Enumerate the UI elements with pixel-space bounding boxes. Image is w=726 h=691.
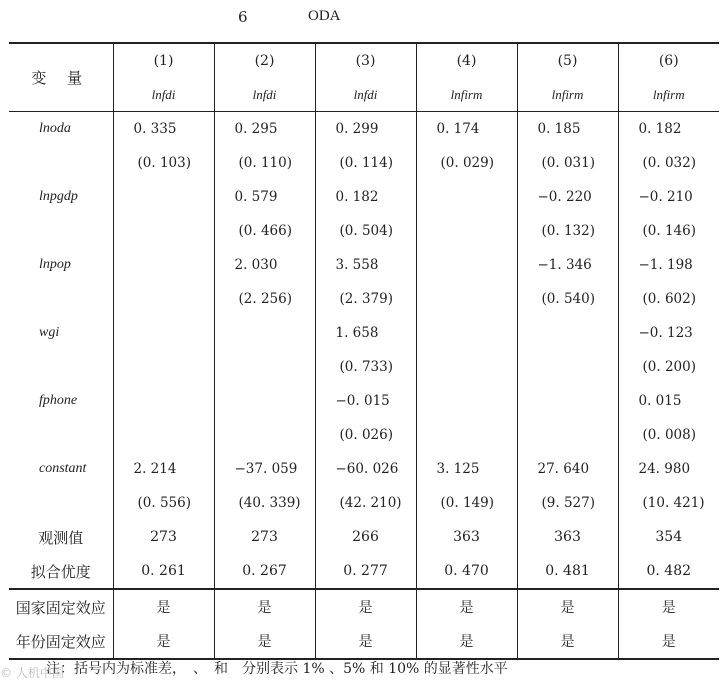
fe-cell: 是 bbox=[315, 589, 416, 624]
se-cell bbox=[517, 350, 618, 384]
stat-label: 观测值 bbox=[38, 528, 84, 547]
se-cell: (0. 032) bbox=[618, 146, 719, 180]
fixed-effect-row bbox=[9, 589, 719, 624]
coef-row bbox=[9, 180, 719, 214]
fe-cell: 是 bbox=[416, 624, 517, 659]
stat-cell: 266 bbox=[315, 520, 416, 554]
coef-cell: 0. 579 bbox=[214, 180, 315, 214]
coef-cell: −0. 210 bbox=[618, 180, 719, 214]
dep-var-label: lnfirm bbox=[416, 78, 517, 112]
se-cell: (0. 466) bbox=[214, 214, 315, 248]
se-row bbox=[9, 146, 719, 180]
stat-cell: 0. 267 bbox=[214, 554, 315, 589]
se-cell bbox=[214, 418, 315, 452]
coef-cell bbox=[416, 180, 517, 214]
fe-cell: 是 bbox=[214, 589, 315, 624]
variable-name: lnpop bbox=[39, 257, 71, 272]
table-note: 注：括号内为标准差， 、 和 分别表示 1% 、5% 和 10% 的显著性水平 bbox=[46, 661, 508, 677]
fe-label: 国家固定效应 bbox=[15, 598, 106, 617]
se-cell: (10. 421) bbox=[618, 486, 719, 520]
fe-cell: 是 bbox=[113, 589, 214, 624]
coef-cell bbox=[517, 316, 618, 350]
se-cell bbox=[416, 282, 517, 316]
variable-name-spacer bbox=[9, 486, 113, 520]
dep-var-label: lnfirm bbox=[517, 78, 618, 112]
fe-cell: 是 bbox=[618, 624, 719, 659]
coef-cell bbox=[416, 248, 517, 282]
stat-label: 拟合优度 bbox=[9, 554, 113, 589]
stat-cell: 363 bbox=[416, 520, 517, 554]
coef-row bbox=[9, 452, 719, 486]
coef-cell: 0. 015 bbox=[618, 384, 719, 418]
coef-cell bbox=[416, 384, 517, 418]
coef-cell: −60. 026 bbox=[315, 452, 416, 486]
variable-name-spacer bbox=[9, 146, 113, 180]
fe-label: 年份固定效应 bbox=[9, 624, 113, 659]
coef-cell: 1. 658 bbox=[315, 316, 416, 350]
col-header: (2) bbox=[214, 43, 315, 78]
coef-cell: −1. 346 bbox=[517, 248, 618, 282]
se-cell: (0. 132) bbox=[517, 214, 618, 248]
se-cell bbox=[113, 214, 214, 248]
coef-cell: 3. 558 bbox=[315, 248, 416, 282]
se-row bbox=[9, 486, 719, 520]
variable-name-spacer bbox=[9, 282, 113, 316]
coef-cell: 27. 640 bbox=[517, 452, 618, 486]
dep-var-label: lnfdi bbox=[315, 78, 416, 112]
coef-cell bbox=[113, 180, 214, 214]
fe-cell: 是 bbox=[517, 624, 618, 659]
se-cell: (0. 556) bbox=[113, 486, 214, 520]
coef-cell bbox=[214, 384, 315, 418]
se-cell bbox=[517, 418, 618, 452]
fe-cell: 是 bbox=[416, 589, 517, 624]
coef-cell: 0. 295 bbox=[214, 112, 315, 147]
col-header: (5) bbox=[517, 43, 618, 78]
dep-var-label: lnfirm bbox=[618, 78, 719, 112]
variable-name: lnoda bbox=[39, 121, 71, 136]
se-row bbox=[9, 214, 719, 248]
stat-row bbox=[9, 554, 719, 589]
stat-cell: 273 bbox=[113, 520, 214, 554]
col-header: (6) bbox=[618, 43, 719, 78]
se-cell: (0. 008) bbox=[618, 418, 719, 452]
se-cell bbox=[113, 282, 214, 316]
variable-name: fphone bbox=[39, 393, 78, 408]
dep-var-label: lnfdi bbox=[113, 78, 214, 112]
coef-cell: 0. 182 bbox=[618, 112, 719, 147]
variable-name-spacer bbox=[9, 214, 113, 248]
se-cell: (0. 146) bbox=[618, 214, 719, 248]
se-cell: (0. 110) bbox=[214, 146, 315, 180]
fe-cell: 是 bbox=[517, 589, 618, 624]
coef-cell bbox=[113, 248, 214, 282]
coef-cell: 0. 182 bbox=[315, 180, 416, 214]
stat-cell: 0. 481 bbox=[517, 554, 618, 589]
se-cell bbox=[113, 350, 214, 384]
se-cell: (0. 504) bbox=[315, 214, 416, 248]
coef-row bbox=[9, 316, 719, 350]
se-cell bbox=[416, 350, 517, 384]
coef-cell bbox=[113, 316, 214, 350]
col-header: (1) bbox=[113, 43, 214, 78]
se-cell: (0. 103) bbox=[113, 146, 214, 180]
se-cell: (0. 540) bbox=[517, 282, 618, 316]
coef-cell: 0. 185 bbox=[517, 112, 618, 147]
stat-cell: 0. 277 bbox=[315, 554, 416, 589]
variable-name-spacer bbox=[9, 418, 113, 452]
header-row-depvars bbox=[9, 78, 719, 112]
se-cell: (9. 527) bbox=[517, 486, 618, 520]
se-cell: (40. 339) bbox=[214, 486, 315, 520]
se-row bbox=[9, 350, 719, 384]
fe-cell: 是 bbox=[113, 624, 214, 659]
coef-cell bbox=[214, 316, 315, 350]
col-header: (4) bbox=[416, 43, 517, 78]
se-cell: (2. 256) bbox=[214, 282, 315, 316]
se-cell: (0. 026) bbox=[315, 418, 416, 452]
stat-cell: 354 bbox=[618, 520, 719, 554]
coef-row bbox=[9, 248, 719, 282]
col-header: (3) bbox=[315, 43, 416, 78]
se-cell: (2. 379) bbox=[315, 282, 416, 316]
se-cell: (0. 031) bbox=[517, 146, 618, 180]
coef-cell bbox=[416, 316, 517, 350]
regression-table bbox=[9, 42, 719, 660]
se-cell bbox=[416, 418, 517, 452]
se-row bbox=[9, 282, 719, 316]
coef-cell: −0. 015 bbox=[315, 384, 416, 418]
se-cell: (0. 114) bbox=[315, 146, 416, 180]
coef-cell: −1. 198 bbox=[618, 248, 719, 282]
coef-cell: 0. 174 bbox=[416, 112, 517, 147]
coef-cell bbox=[517, 384, 618, 418]
se-cell: (42. 210) bbox=[315, 486, 416, 520]
se-cell bbox=[416, 214, 517, 248]
variable-name-spacer bbox=[9, 350, 113, 384]
table-number: 6 bbox=[238, 8, 248, 26]
coef-cell: 0. 335 bbox=[113, 112, 214, 147]
stat-cell: 363 bbox=[517, 520, 618, 554]
variable-name: constant bbox=[39, 461, 87, 476]
fe-cell: 是 bbox=[214, 624, 315, 659]
coef-row bbox=[9, 112, 719, 147]
fe-cell: 是 bbox=[618, 589, 719, 624]
coef-cell bbox=[113, 384, 214, 418]
table-title-text: ODA bbox=[308, 8, 341, 24]
watermark-logo: © 人机中国 bbox=[0, 666, 64, 680]
se-cell: (0. 200) bbox=[618, 350, 719, 384]
se-cell bbox=[214, 350, 315, 384]
coef-cell: −0. 123 bbox=[618, 316, 719, 350]
se-cell: (0. 602) bbox=[618, 282, 719, 316]
se-row bbox=[9, 418, 719, 452]
fe-cell: 是 bbox=[315, 624, 416, 659]
coef-cell: 24. 980 bbox=[618, 452, 719, 486]
se-cell: (0. 733) bbox=[315, 350, 416, 384]
coef-cell: 3. 125 bbox=[416, 452, 517, 486]
stat-row bbox=[9, 520, 719, 554]
se-cell: (0. 149) bbox=[416, 486, 517, 520]
table-body bbox=[9, 43, 719, 659]
stat-cell: 0. 482 bbox=[618, 554, 719, 589]
coef-cell: −37. 059 bbox=[214, 452, 315, 486]
fixed-effect-row bbox=[9, 624, 719, 659]
coef-row bbox=[9, 384, 719, 418]
stat-cell: 273 bbox=[214, 520, 315, 554]
dep-var-label: lnfdi bbox=[214, 78, 315, 112]
coef-cell: 2. 030 bbox=[214, 248, 315, 282]
coef-cell: 0. 299 bbox=[315, 112, 416, 147]
coef-cell: −0. 220 bbox=[517, 180, 618, 214]
se-cell: (0. 029) bbox=[416, 146, 517, 180]
stat-cell: 0. 261 bbox=[113, 554, 214, 589]
se-cell bbox=[113, 418, 214, 452]
coef-cell: 2. 214 bbox=[113, 452, 214, 486]
table-title bbox=[0, 8, 726, 32]
header-row-columns bbox=[9, 43, 719, 78]
variable-name: lnpgdp bbox=[39, 189, 78, 204]
stat-cell: 0. 470 bbox=[416, 554, 517, 589]
variable-header: 变 量 bbox=[9, 43, 113, 112]
variable-name: wgi bbox=[39, 325, 60, 340]
